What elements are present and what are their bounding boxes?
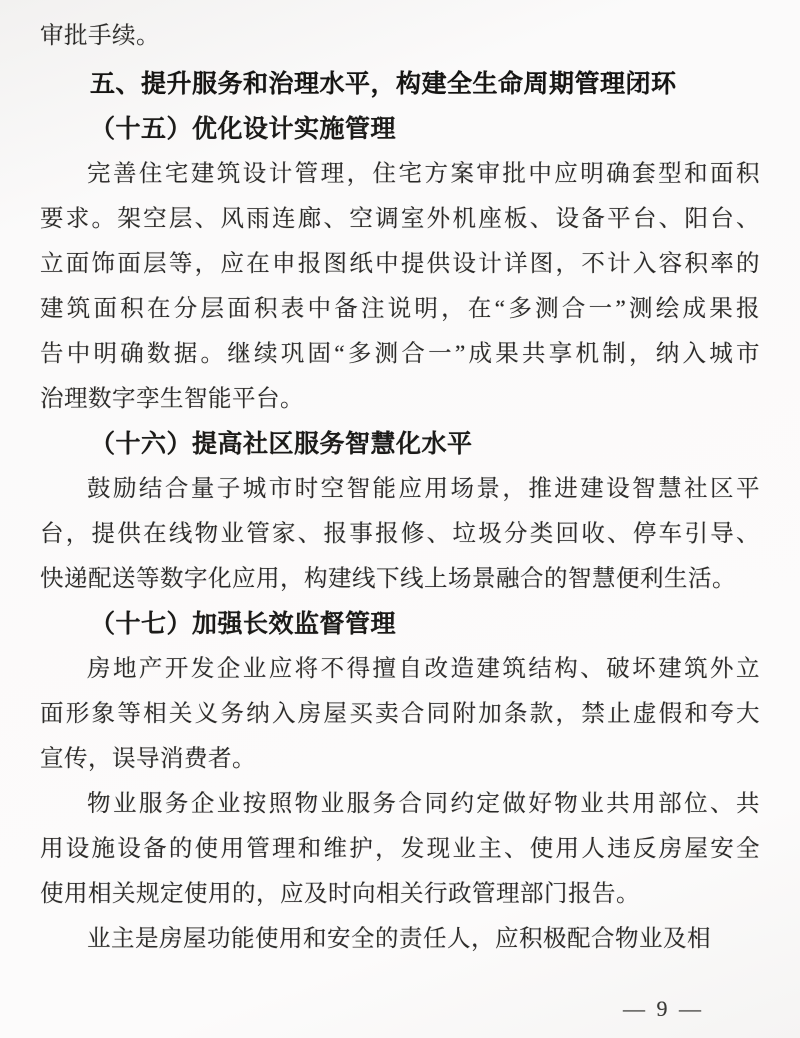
subsection-heading: （十七）加强长效监督管理 [90,611,397,638]
text-line: 鼓励结合量子城市时空智能应用场景，推进建设智慧社区平 [87,476,760,502]
page-number: — 9 — [623,996,704,1021]
text-line: 治理数字孪生智能平台。 [40,386,304,412]
paragraph [40,917,760,962]
text-line: 业主是房屋功能使用和安全的责任人，应积极配合物业及相 [87,926,711,952]
text-line: 台，提供在线物业管家、报事报修、垃圾分类回收、停车引导、 [40,521,760,547]
paragraph [40,467,760,602]
text-line: 房地产开发企业应将不得擅自改造建筑结构、破坏建筑外立 [87,656,760,682]
text-line: 告中明确数据。继续巩固“多测合一”成果共享机制，纳入城市 [40,341,760,367]
subsection-heading: （十六）提高社区服务智慧化水平 [90,431,473,458]
paragraph [40,647,760,782]
text-line: 使用相关规定使用的，应及时向相关行政管理部门报告。 [40,881,640,907]
continuation-line: 审批手续。 [40,23,160,49]
text-line: 物业服务企业按照物业服务合同约定做好物业共用部位、共 [87,791,760,817]
text-line: 面形象等相关义务纳入房屋买卖合同附加条款，禁止虚假和夸大 [40,701,760,727]
section-heading: 五、提升服务和治理水平，构建全生命周期管理闭环 [90,70,677,98]
text-line: 快递配送等数字化应用，构建线下线上场景融合的智慧便利生活。 [40,566,736,592]
text-line: 完善住宅建筑设计管理，住宅方案审批中应明确套型和面积 [87,161,760,187]
subsections [40,107,760,962]
text-line: 用设施设备的使用管理和维护，发现业主、使用人违反房屋安全 [40,836,760,862]
text-line: 宣传，误导消费者。 [40,746,256,772]
text-line: 要求。架空层、风雨连廊、空调室外机座板、设备平台、阳台、 [40,206,760,232]
text-line: 建筑面积在分层面积表中备注说明，在“多测合一”测绘成果报 [40,296,760,322]
subsection-heading: （十五）优化设计实施管理 [90,116,397,143]
paragraph [40,782,760,917]
text-line: 立面饰面层等，应在申报图纸中提供设计详图，不计入容积率的 [40,251,760,277]
paragraph [40,152,760,422]
